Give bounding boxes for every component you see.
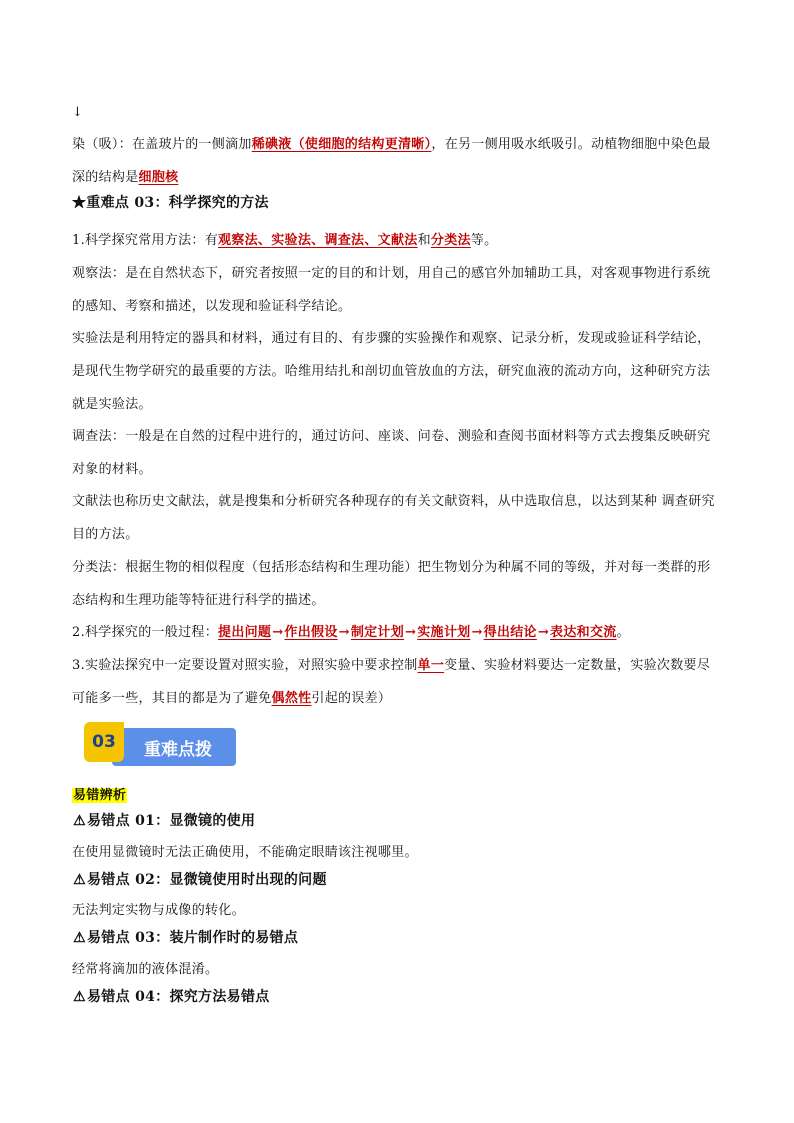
- error-item-desc: 经常将滴加的液体混淆。: [72, 962, 219, 977]
- warning-icon: ⚠: [73, 930, 86, 946]
- arrow-icon: →: [405, 625, 417, 640]
- error-title-text: 易错点 01：显微镜的使用: [87, 813, 256, 829]
- step-2: 作出假设: [284, 625, 338, 640]
- arrow-icon: →: [272, 625, 284, 640]
- stain-text-1: 染（吸）：在盖玻片的一侧滴加: [72, 137, 252, 152]
- method-survey: 调查法: [324, 233, 365, 248]
- method-sep: 、: [257, 233, 272, 248]
- experiment-paragraph: 实验法是利用特定的器具和材料，通过有目的、有步骤的实验操作和观察、记录分析，发现或验证科学结论，是现代生物学研究的最重要的方法。哈维用结扎和剖切血管放血的方法，研究血液的流动方向，这种研究方法就是实验法。: [72, 331, 711, 412]
- methods-end: 等。: [470, 233, 498, 248]
- paragraph-mark: [72, 96, 722, 129]
- literature-paragraph: 文献法也称历史文献法，就是搜集和分析研究各种现存的有关文献资料，从中选取信息，以达到某种 调查研究目的方法。: [72, 494, 715, 542]
- control-answer-2: 偶然性: [271, 691, 312, 706]
- error-item-title: [72, 981, 722, 1014]
- method-sep: 和: [417, 233, 431, 248]
- method-sep: 、: [311, 233, 325, 248]
- method-experiment: 实验法: [271, 233, 312, 248]
- observe-paragraph: 观察法：是在自然状态下，研究者按照一定的目的和计划，用自己的感官外加辅助工具，对客观事物进行系统的感知、考察和描述，以发现和验证科学结论。: [72, 266, 711, 314]
- control-answer-1: 单一: [417, 658, 445, 673]
- arrow-icon: →: [471, 625, 483, 640]
- stain-paragraph: [72, 128, 722, 194]
- error-item-title: [72, 805, 722, 838]
- step-5: 得出结论: [483, 625, 537, 640]
- control-text-3: 引起的误差）: [311, 691, 392, 706]
- control-text-2: 变量、实验材料要达一定数量，实验次数要尽可能多一些，其目的都是为了避免: [72, 658, 711, 706]
- process-text: 2.科学探究的一般过程：: [72, 625, 219, 640]
- error-item-desc: 无法判定实物与成像的转化。: [72, 903, 245, 918]
- methods-text: 1.科学探究常用方法：有: [72, 233, 219, 248]
- badge-label: 重难点拨: [112, 728, 236, 766]
- step-1: 提出问题: [218, 625, 272, 640]
- error-title-text: 易错点 03：装片制作时的易错点: [87, 930, 299, 946]
- method-classify: 分类法: [430, 233, 471, 248]
- step-4: 实施计划: [417, 625, 471, 640]
- stain-text-2: ，在另一侧用吸水纸吸引。动植物细胞中染色最深的结构是: [72, 137, 711, 185]
- control-text-1: 3.实验法探究中一定要设置对照实验，对照实验中要求控制: [72, 658, 418, 673]
- error-title-text: 易错点 02：显微镜使用时出现的问题: [87, 872, 327, 888]
- step-6: 表达和交流: [550, 625, 617, 640]
- control-paragraph: [72, 649, 722, 715]
- arrow-icon: →: [338, 625, 350, 640]
- errors-title: 易错辨析: [73, 788, 127, 803]
- survey-paragraph: 调查法：一般是在自然的过程中进行的，通过访问、座谈、问卷、测验和查阅书面材料等方式去搜集反映研究对象的材料。: [72, 429, 711, 477]
- section-badge: [84, 722, 236, 768]
- warning-icon: ⚠: [73, 872, 86, 888]
- stain-answer-2: 细胞核: [138, 170, 179, 185]
- warning-icon: ⚠: [73, 989, 86, 1005]
- error-title-text: 易错点 04：探究方法易错点: [87, 989, 270, 1005]
- methods-paragraph: [72, 224, 722, 257]
- arrow-mark: ↓: [72, 105, 84, 120]
- section-heading-03: ★重难点 03：科学探究的方法: [72, 195, 269, 211]
- process-paragraph: [72, 616, 722, 649]
- method-sep: 、: [364, 233, 378, 248]
- classify-paragraph: 分类法：根据生物的相似程度（包括形态结构和生理功能）把生物划分为种属不同的等级，并对每一类群的形态结构和生理功能等特征进行科学的描述。: [72, 560, 711, 608]
- badge-number: 03: [84, 722, 124, 762]
- method-literature: 文献法: [377, 233, 418, 248]
- error-item-title: [72, 922, 722, 955]
- error-item-desc: 在使用显微镜时无法正确使用，不能确定眼睛该注视哪里。: [72, 845, 418, 860]
- step-3: 制定计划: [350, 625, 405, 640]
- warning-icon: ⚠: [73, 813, 86, 829]
- method-observe: 观察法: [218, 233, 258, 248]
- stain-answer-1: 稀碘液（使细胞的结构更清晰）: [251, 137, 432, 152]
- process-end: 。: [616, 625, 630, 640]
- error-item-title: [72, 864, 722, 897]
- arrow-icon: →: [537, 625, 550, 640]
